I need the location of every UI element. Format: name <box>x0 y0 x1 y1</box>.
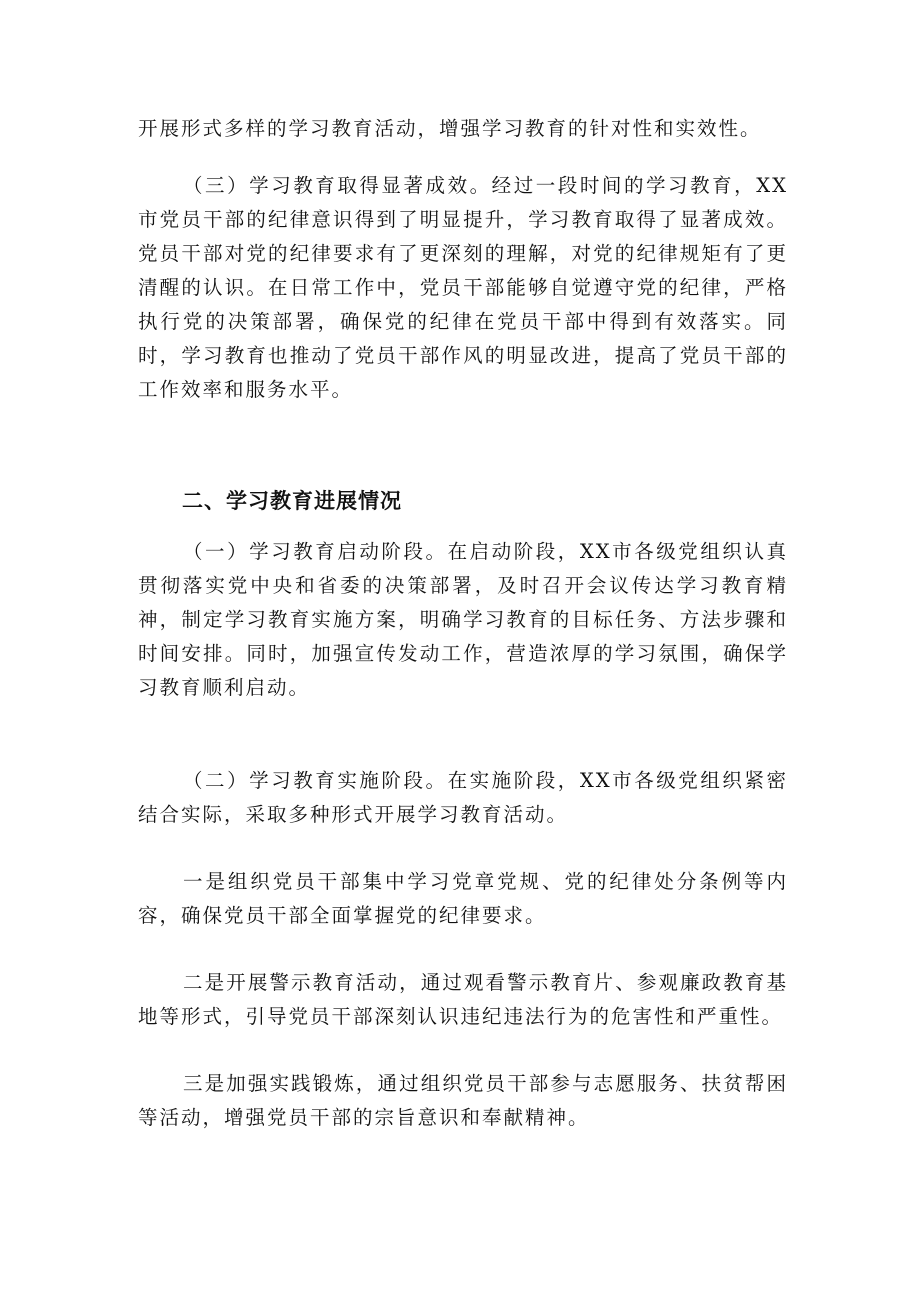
paragraph-continuation: 开展形式多样的学习教育活动，增强学习教育的针对性和实效性。 <box>138 117 762 140</box>
paragraph-point-three: 三是加强实践锻炼，通过组织党员干部参与志愿服务、扶贫帮困等活动，增强党员干部的宗旨意识和奉献精神。 <box>138 1072 788 1129</box>
section-heading: 二、学习教育进展情况 <box>182 489 402 513</box>
paragraph-launch-stage: （一）学习教育启动阶段。在启动阶段，XX市各级党组织认真贯彻落实党中央和省委的决策部署，及时召开会议传达学习教育精神，制定学习教育实施方案，明确学习教育的目标任务、方法步骤和时间安排。同时，加强宣传发动工作，营造浓厚的学习氛围，确保学习教育顺利启动。 <box>138 540 788 699</box>
paragraph-point-two: 二是开展警示教育活动，通过观看警示教育片、参观廉政教育基地等形式，引导党员干部深刻认识违纪违法行为的危害性和严重性。 <box>138 971 788 1028</box>
paragraph-implementation-stage: （二）学习教育实施阶段。在实施阶段，XX市各级党组织紧密结合实际，采取多种形式开展学习教育活动。 <box>138 769 788 826</box>
paragraph-achievements: （三）学习教育取得显著成效。经过一段时间的学习教育，XX市党员干部的纪律意识得到了明显提升，学习教育取得了显著成效。党员干部对党的纪律要求有了更深刻的理解，对党的纪律规矩有了更清醒的认识。在日常工作中，党员干部能够自觉遵守党的纪律，严格执行党的决策部署，确保党的纪律在党员干部中得到有效落实。同时，学习教育也推动了党员干部作风的明显改进，提高了党员干部的工作效率和服务水平。 <box>138 174 788 401</box>
paragraph-point-one: 一是组织党员干部集中学习党章党规、党的纪律处分条例等内容，确保党员干部全面掌握党的纪律要求。 <box>138 870 788 927</box>
